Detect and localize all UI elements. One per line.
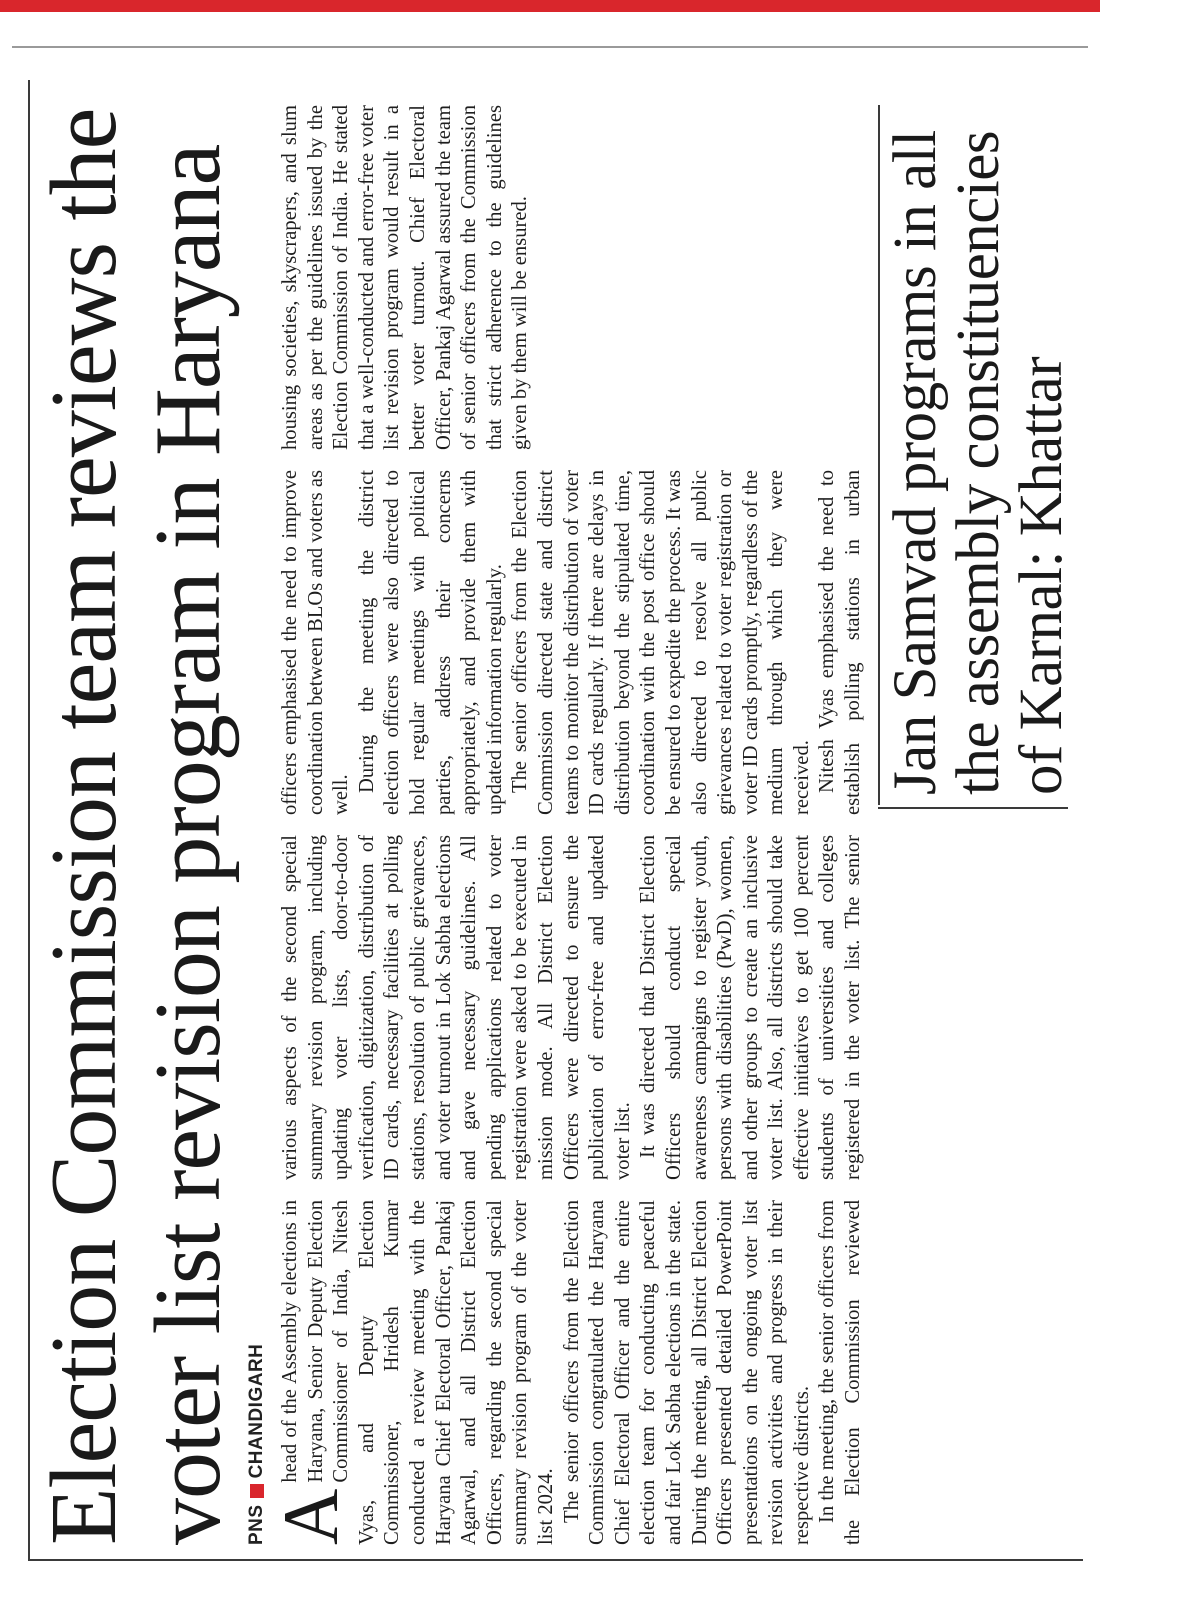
agency-label: PNS	[246, 1504, 267, 1545]
dateline-square-icon	[250, 1484, 264, 1498]
article-body	[267, 105, 868, 1545]
top-red-band	[0, 0, 1100, 12]
article-paragraph: The senior officers from the Election Commission congratulated the Haryana Chief Electoral Officer and the entire election team for conducting peaceful and fair Lok Sabha elections in the state. During the meeting, all District Election Officers presented detailed PowerPoint presentations on the ongoing voter list revision activities and progress in their respective districts.	[560, 1200, 813, 1545]
left-divider	[28, 80, 30, 1560]
location-label: CHANDIGARH	[246, 1343, 267, 1479]
dateline	[246, 1344, 268, 1545]
article-paragraph: In the meeting, the senior officers from the Election Commission reviewed various aspects of the second special summary revision program, including updating voter lists, door-to-door verification, digitization, distribution of ID cards, necessary facilities at polling stations, resolution of public grievances, and voter turnout in Lok Sabha elections and gave necessary guidelines. All pending applications related to voter registration were asked to be executed in mission mode. All District Election Officers were directed to ensure the publication of error-free and updated voter list.	[279, 835, 865, 1545]
article-paragraph: It was directed that District Election Officers should conduct special awareness campaigns to register youth, persons with disabilities (PwD), women, and other groups to create an inclusive voter list. Also, all districts should take effective initiatives to get 100 percent students of universities and colleges registered in the voter list. The senior officers emphasised the need to improve coordination between BLOs and voters as well.	[279, 470, 865, 1180]
article-paragraph: A head of the Assembly elections in Haryana, Senior Deputy Election Commissioner of India, Nitesh Vyas, and Deputy Election Commissioner, Hridesh Kumar conducted a review meeting with the Haryana Chief Electoral Officer, Pankaj Agarwal, and all District Election Officers, regarding the second special summary revision program of the voter list 2024.	[267, 1200, 557, 1545]
second-story-divider	[878, 105, 880, 805]
top-divider	[12, 46, 1088, 48]
drop-cap: A	[267, 1488, 354, 1545]
article-paragraph: During the meeting the district election officers were also directed to hold regular meetings with political parties, address their concerns appropriately, and provide them with updated information regularly.	[355, 470, 506, 815]
second-story-side-rule	[878, 807, 1068, 809]
newspaper-page	[32, 85, 1075, 1555]
second-story-headline: Jan Samvad programs in all the assembly constituencies of Karnal: Khattar	[882, 130, 1075, 795]
bottom-divider	[28, 1559, 1083, 1561]
article-headline: Election Commission team reviews the voter list revision program in Haryana	[32, 108, 240, 1545]
article-paragraph: Nitesh Vyas emphasised the need to establish polling stations in urban housing societies, skyscrapers, and slum areas as per the guidelines issued by the Election Commission of India. He stated that a well-conducted and error-free voter list revision program would result in a better voter turnout. Chief Electoral Officer, Pankaj Agarwal assured the team of senior officers from the Commission that strict adherence to the guidelines given by them will be ensured.	[279, 105, 865, 815]
article-paragraph: The senior officers from the Election Commission directed state and district teams to monitor the distribution of voter ID cards regularly. If there are delays in distribution beyond the stipulated time, coordination with the post office should be ensured to expedite the process. It was also directed to resolve all public grievances related to voter registration or voter ID cards promptly, regardless of the medium through which they were received.	[509, 470, 813, 815]
